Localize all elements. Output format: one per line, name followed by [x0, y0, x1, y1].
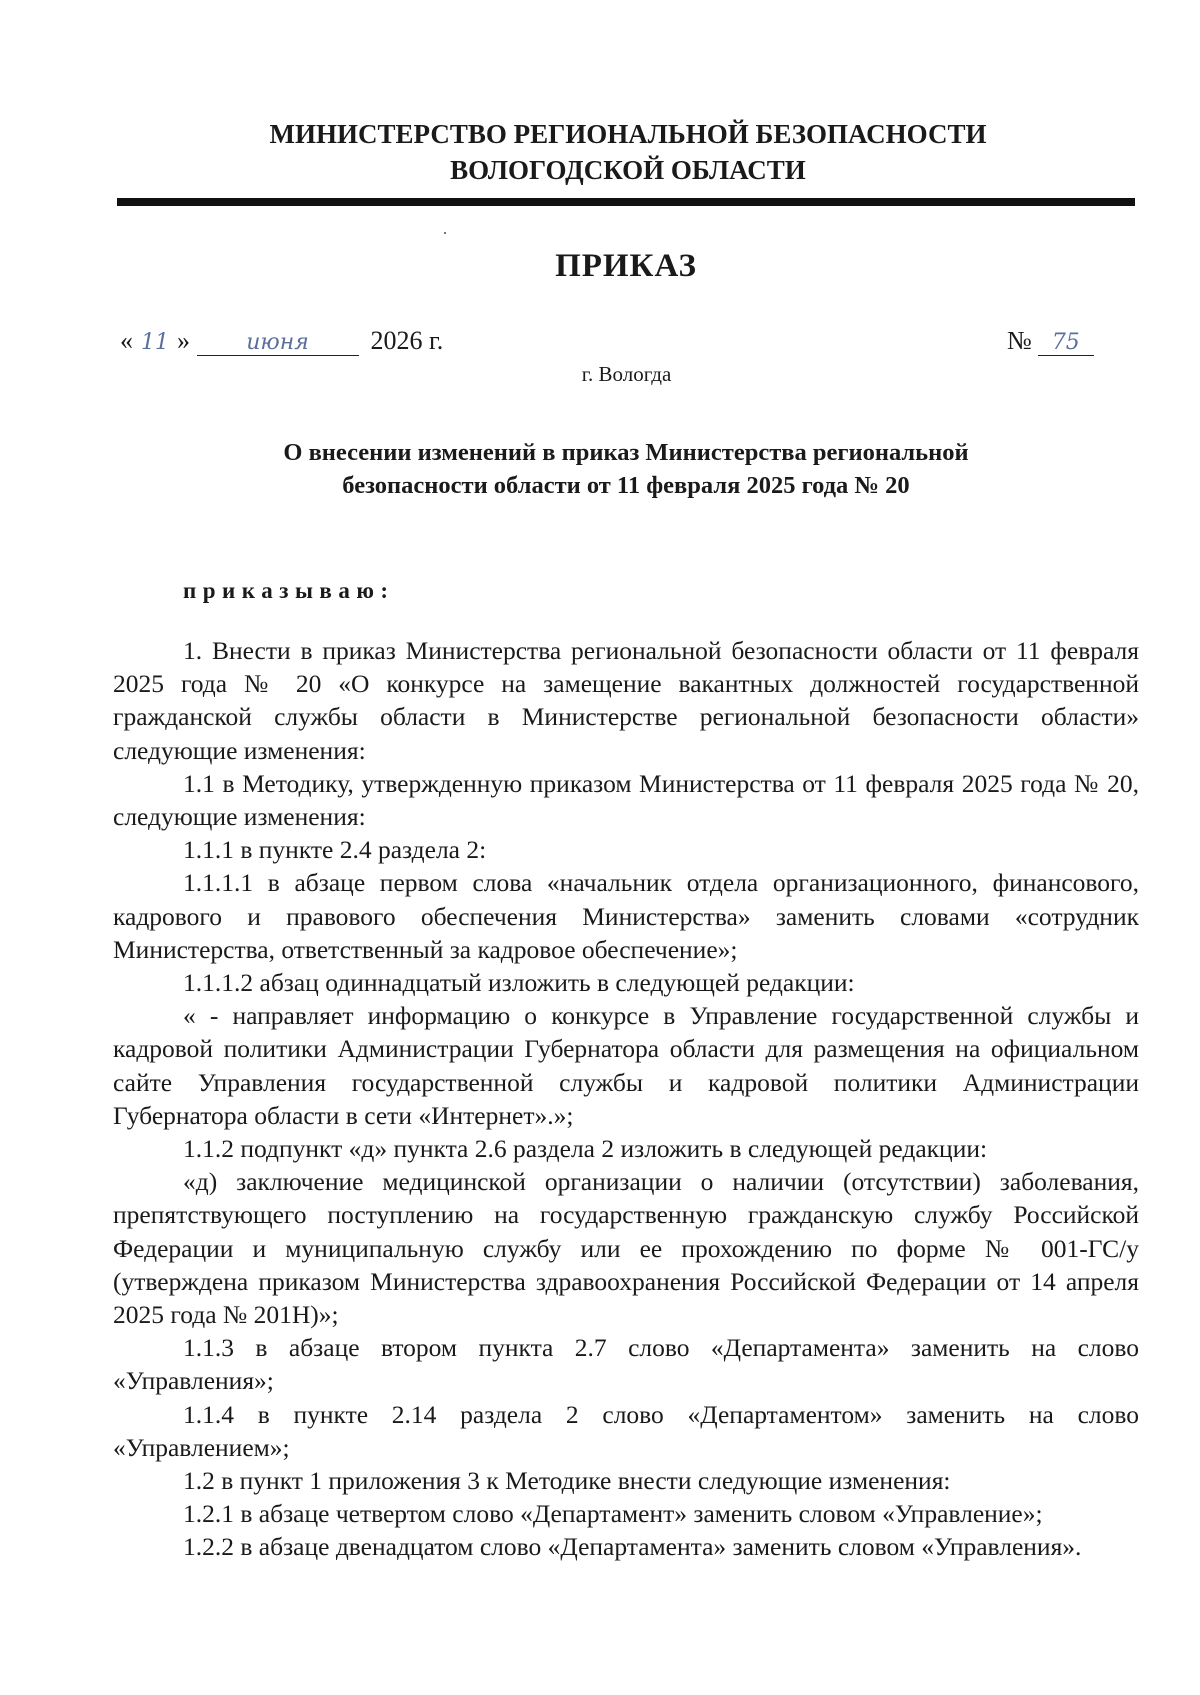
document-number [1007, 326, 1094, 356]
document-body [113, 634, 1139, 1564]
handwritten-number: 75 [1038, 331, 1094, 356]
subject-line1: О внесении изменений в приказ Министерства региональной [283, 439, 969, 466]
handwritten-month: июня [197, 331, 359, 356]
document-subject [0, 436, 1200, 502]
body-paragraph: 1.1.3 в абзаце втором пункта 2.7 слово «Департамента» заменить на слово «Управления»; [113, 1333, 1139, 1396]
date-close-quote: » [177, 326, 190, 355]
body-paragraph: 1.1.1.2 абзац одиннадцатый изложить в следующей редакции: [183, 968, 855, 998]
body-paragraph: 1.1 в Методику, утвержденную приказом Министерства от 11 февраля 2025 года № 20, следующие изменения: [113, 768, 1139, 832]
organization-name-line2: ВОЛОГОДСКОЙ ОБЛАСТИ [450, 155, 806, 185]
city-name: г. Вологда [581, 362, 672, 386]
organization-name-line1: МИНИСТЕРСТВО РЕГИОНАЛЬНОЙ БЕЗОПАСНОСТИ [269, 119, 987, 149]
body-paragraph: 1.2.2 в абзаце двенадцатом слово «Департамента» заменить словом «Управления». [183, 1532, 1082, 1562]
date-open-quote: « [120, 326, 133, 355]
order-word: приказываю: [183, 578, 395, 603]
scan-speck [444, 232, 446, 234]
organization-header [0, 116, 1200, 188]
body-paragraph: 1.1.2 подпункт «д» пункта 2.6 раздела 2 изложить в следующей редакции: [183, 1134, 988, 1164]
body-paragraph: 1.1.1 в пункте 2.4 раздела 2: [183, 835, 487, 865]
document-title: ПРИКАЗ [555, 248, 697, 284]
header-divider [117, 198, 1135, 206]
body-paragraph: 1.2 в пункт 1 приложения 3 к Методике внести следующие изменения: [183, 1466, 951, 1496]
body-paragraph: 1.1.1.1 в абзаце первом слова «начальник отдела организационного, финансового, кадрового и правового обеспечения Министерства» заменить словами «сотрудник Министерства, ответственный за кадровое обеспечение»; [113, 868, 1139, 964]
body-paragraph: 1.2.1 в абзаце четвертом слово «Департамент» заменить словом «Управление»; [183, 1499, 1043, 1529]
handwritten-day: 11 [141, 330, 169, 355]
body-paragraph: «д) заключение медицинской организации о наличии (отсутствии) заболевания, препятствующего поступлению на государственную гражданскую службу Российской Федерации и муниципальную службу или ее прохождению по форме № 001-ГС/у (утверждена приказом Министерства здравоохранения Российской Федерации от 14 апреля 2025 года № 201Н)»; [113, 1167, 1139, 1330]
subject-line2: безопасности области от 11 февраля 2025 года № 20 [342, 472, 910, 499]
body-paragraph: 1. Внести в приказ Министерства региональной безопасности области от 11 февраля 2025 года № 20 «О конкурсе на замещение вакантных должностей государственной гражданской службы области в Министерстве региональной безопасности области» следующие изменения: [113, 636, 1139, 765]
document-date [120, 326, 443, 356]
number-label: № [1007, 326, 1032, 355]
body-paragraph: 1.1.4 в пункте 2.14 раздела 2 слово «Департаментом» заменить на слово «Управлением»; [113, 1399, 1139, 1462]
date-year: 2026 г. [370, 326, 444, 355]
body-paragraph: « - направляет информацию о конкурсе в Управление государственной службы и кадровой политики Администрации Губернатора области для размещения на официальном сайте Управления государственной службы и кадровой политики Администрации Губернатора области в сети «Интернет».»; [113, 1001, 1139, 1130]
